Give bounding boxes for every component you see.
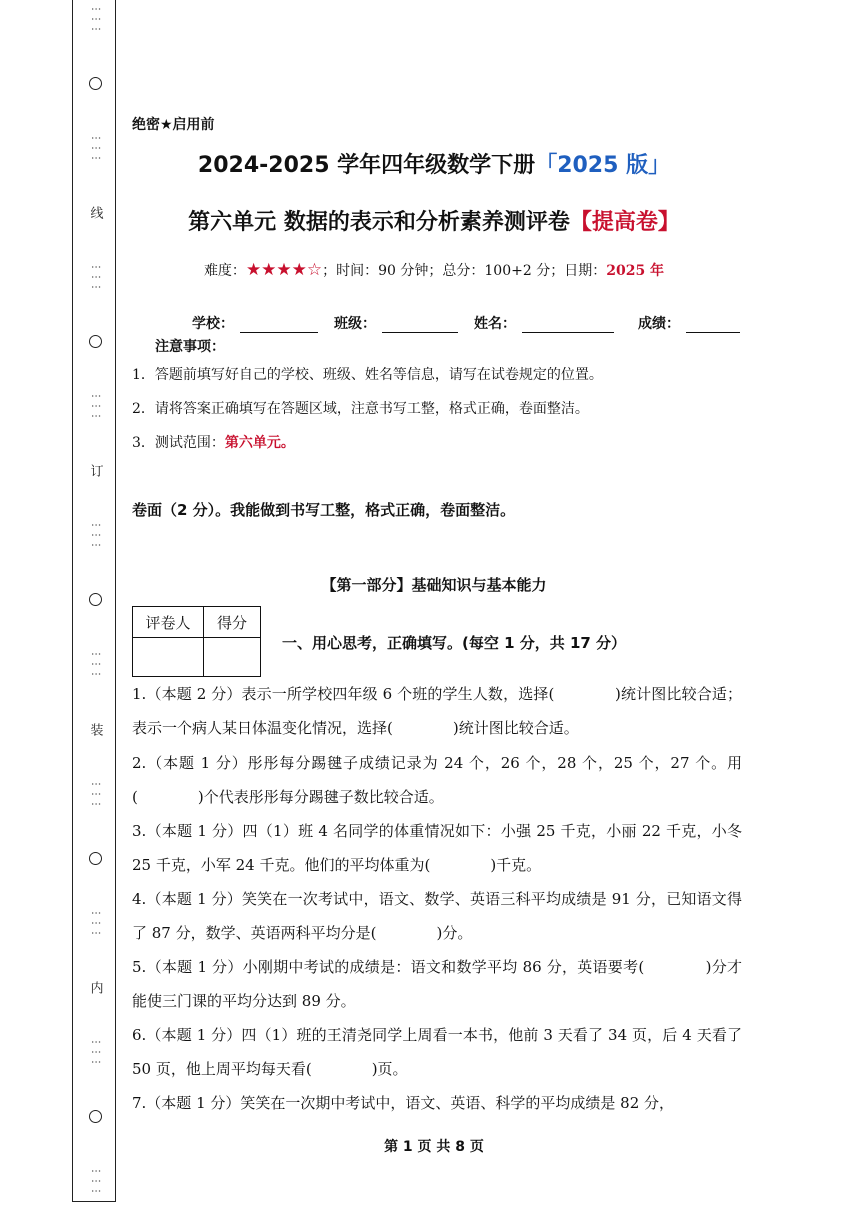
score-cell[interactable]: [204, 638, 261, 677]
grader-header: 评卷人: [133, 607, 204, 638]
dotted-line: ⋮⋮⋮: [90, 778, 101, 809]
scope-value: 第六单元。: [224, 435, 295, 451]
binding-circle: [89, 1110, 102, 1123]
grader-cell[interactable]: [133, 638, 204, 677]
binding-char-zhuang: 装: [87, 722, 103, 736]
binding-char-nei: 内: [87, 980, 103, 994]
dotted-line: ⋮⋮⋮: [90, 1036, 101, 1067]
question-3: 3.（本题 1 分）四（1）班 4 名同学的体重情况如下：小强 25 千克，小丽 22 千克，小冬 25 千克，小军 24 千克。他们的平均体重为( )千克。: [132, 822, 742, 874]
exam-year: 2025 年: [606, 263, 665, 279]
meta-details: ；时间：90 分钟；总分：100+2 分；日期：: [322, 263, 607, 279]
difficulty-stars-icon: ★★★★☆: [245, 260, 323, 280]
notice-item: 1．答题前填写好自己的学校、班级、姓名等信息，请写在试卷规定的位置。: [132, 367, 603, 383]
dotted-line: ⋮⋮⋮: [90, 4, 101, 34]
question-2: 2.（本题 1 分）彤彤每分踢毽子成绩记录为 24 个，26 个，28 个，25 个，27 个。用( )个代表彤彤每分踢毽子数比较合适。: [132, 754, 742, 806]
question-7: 7.（本题 1 分）笑笑在一次期中考试中，语文、英语、科学的平均成绩是 82 分，: [132, 1094, 675, 1112]
score-header: 得分: [204, 607, 261, 638]
binding-circle: [89, 852, 102, 865]
school-label: 学校：: [192, 316, 234, 332]
dotted-line: ⋮⋮⋮: [90, 649, 101, 680]
notice-heading: 注意事项：: [155, 339, 225, 355]
binding-char-xian: 线: [87, 206, 103, 220]
page-title: [0, 148, 868, 179]
dotted-line: ⋮⋮⋮: [90, 520, 101, 551]
notice-item-scope: [132, 432, 295, 452]
exam-meta: [0, 260, 868, 280]
question-5: 5.（本题 1 分）小刚期中考试的成绩是：语文和数学平均 86 分，英语要考( )分才能使三门课的平均分达到 89 分。: [132, 958, 742, 1010]
neatness-note: 卷面（2 分）。我能做到书写工整，格式正确，卷面整洁。: [132, 501, 516, 519]
part-title: 【第一部分】基础知识与基本能力: [321, 576, 547, 594]
binding-char-ding: 订: [87, 464, 103, 478]
question-1: 1.（本题 2 分）表示一所学校四年级 6 个班的学生人数，选择( )统计图比较合适；表示一个病人某日体温变化情况，选择( )统计图比较合适。: [132, 685, 742, 737]
school-field[interactable]: [240, 318, 318, 333]
binding-circle: [89, 77, 102, 90]
title-edition: 「2025 版」: [535, 153, 671, 178]
name-field[interactable]: [522, 318, 614, 333]
binding-strip: [72, 0, 116, 1202]
notice-item: 2．请将答案正确填写在答题区域，注意书写工整，格式正确，卷面整洁。: [132, 401, 589, 417]
name-label: 姓名：: [474, 316, 516, 332]
dotted-line: ⋮⋮⋮: [90, 133, 101, 164]
score-label: 成绩：: [638, 316, 680, 332]
class-field[interactable]: [382, 318, 458, 333]
info-fields: [192, 313, 740, 333]
dotted-line: ⋮⋮⋮: [90, 262, 101, 293]
binding-column: [73, 0, 117, 1202]
binding-circle: [89, 335, 102, 348]
subtitle-main: 第六单元 数据的表示和分析素养测评卷: [188, 210, 570, 235]
confidential-label: 绝密★启用前: [132, 117, 215, 133]
scope-label: 3．测试范围：: [132, 435, 225, 451]
page-subtitle: [0, 205, 868, 236]
question-4: 4.（本题 1 分）笑笑在一次考试中，语文、数学、英语三科平均成绩是 91 分，已知语文得了 87 分，数学、英语两科平均分是( )分。: [132, 890, 742, 942]
title-main: 2024-2025 学年四年级数学下册: [197, 153, 536, 178]
subtitle-tag: 【提高卷】: [569, 210, 680, 235]
dotted-line: ⋮⋮⋮: [90, 1165, 101, 1196]
difficulty-label: 难度：: [203, 263, 246, 279]
page-footer: 第 1 页 共 8 页: [384, 1139, 484, 1155]
score-table: [132, 606, 261, 677]
class-label: 班级：: [334, 316, 376, 332]
score-field[interactable]: [686, 318, 740, 333]
dotted-line: ⋮⋮⋮: [90, 907, 101, 938]
dotted-line: ⋮⋮⋮: [90, 391, 101, 422]
binding-circle: [89, 593, 102, 606]
section-heading: 一、用心思考，正确填写。(每空 1 分，共 17 分）: [282, 634, 627, 652]
question-6: 6.（本题 1 分）四（1）班的王清尧同学上周看一本书，他前 3 天看了 34 页，后 4 天看了 50 页，他上周平均每天看( )页。: [132, 1026, 742, 1078]
